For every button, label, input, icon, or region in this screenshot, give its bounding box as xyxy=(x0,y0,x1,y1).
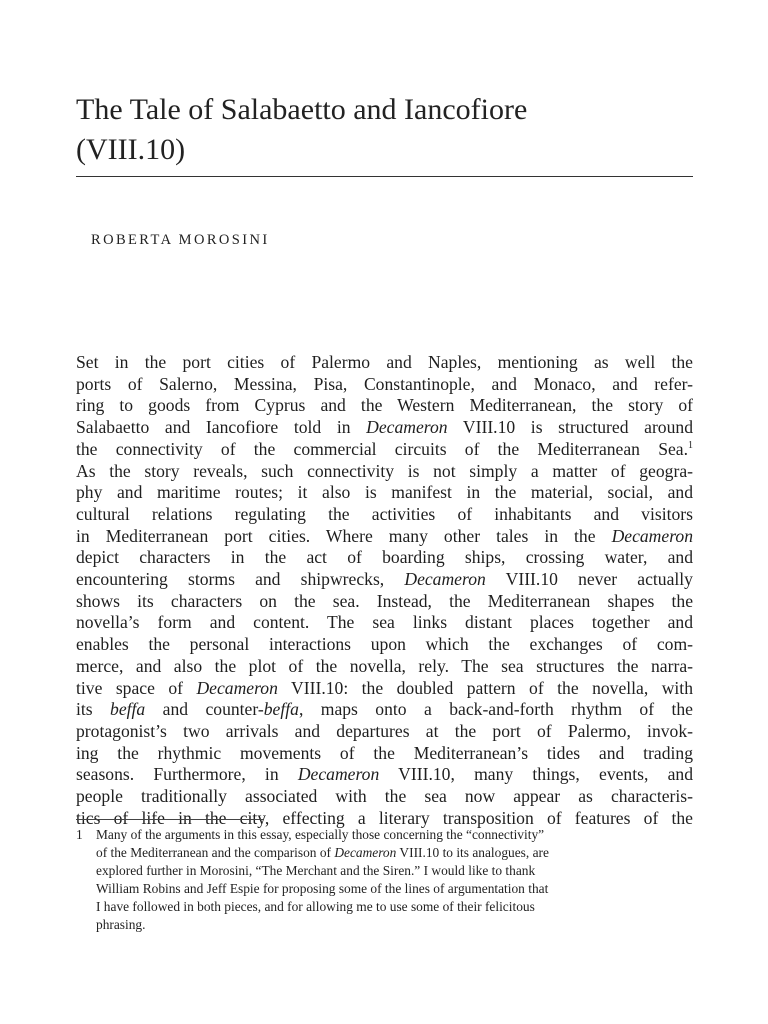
body-line: novella’s form and content. The sea links distant places together and xyxy=(76,612,693,633)
body-paragraph xyxy=(76,352,693,829)
text-segment: VIII.10 to its analogues, are xyxy=(396,845,549,861)
chapter-title xyxy=(76,90,696,170)
body-line xyxy=(76,678,693,700)
italic-title: Decameron xyxy=(611,525,693,546)
body-line xyxy=(76,417,693,439)
italic-title: Decameron xyxy=(404,569,486,590)
body-line: enables the personal interactions upon which the exchanges of com- xyxy=(76,634,693,655)
text-segment: , maps onto a back-and-forth rhythm of the xyxy=(298,699,693,720)
footnote-line: explored further in Morosini, “The Merchant and the Siren.” I would like to thank xyxy=(96,863,536,879)
body-line: As the story reveals, such connectivity is not simply a matter of geogra- xyxy=(76,460,693,481)
body-line: merce, and also the plot of the novella, rely. The sea structures the narra- xyxy=(76,655,693,676)
body-line: depict characters in the act of boarding ships, crossing water, and xyxy=(76,547,693,568)
footnote-line: phrasing. xyxy=(96,917,146,933)
italic-title: Decameron xyxy=(334,845,397,861)
text-segment: Salabaetto and Iancofiore told in xyxy=(76,417,367,438)
chapter-title-line-2: (VIII.10) xyxy=(76,133,186,166)
body-line: Set in the port cities of Palermo and Naples, mentioning as well the xyxy=(76,352,693,372)
body-line xyxy=(76,699,693,721)
body-line xyxy=(76,439,693,461)
text-segment: its xyxy=(76,699,111,720)
body-line xyxy=(76,526,693,548)
footnote-reference: 1 xyxy=(688,439,693,451)
body-line: phy and maritime routes; it also is manifest in the material, social, and xyxy=(76,482,693,503)
italic-title: beffa xyxy=(110,699,146,720)
text-segment: tive space of xyxy=(76,677,197,698)
chapter-title-line-1: The Tale of Salabaetto and Iancofiore xyxy=(76,93,528,126)
body-line: protagonist’s two arrivals and departures at the port of Palermo, invok- xyxy=(76,720,693,741)
text-segment: VIII.10, many things, events, and xyxy=(379,764,693,785)
italic-title: Decameron xyxy=(297,764,380,785)
text-segment: VIII.10 is structured around xyxy=(447,417,693,438)
italic-title: beffa xyxy=(263,699,299,720)
body-line: ring to goods from Cyprus and the Western Mediterranean, the story of xyxy=(76,395,693,416)
footnote-line: William Robins and Jeff Espie for proposing some of the lines of argumentation that xyxy=(96,881,549,897)
text-segment: and counter- xyxy=(145,699,264,720)
italic-title: Decameron xyxy=(196,677,278,698)
body-line: people traditionally associated with the sea now appear as characteris- xyxy=(76,786,693,807)
footnote-line: Many of the arguments in this essay, especially those concerning the “connectivity” xyxy=(96,827,545,842)
text-segment: of the Mediterranean and the comparison of xyxy=(96,845,335,861)
footnote-text xyxy=(96,826,666,935)
text-segment: VIII.10 never actually xyxy=(485,569,693,590)
body-line: ports of Salerno, Messina, Pisa, Constantinople, and Monaco, and refer- xyxy=(76,373,693,394)
body-line: cultural relations regulating the activities of inhabitants and visitors xyxy=(76,503,693,524)
text-segment: in Mediterranean port cities. Where many other tales in the xyxy=(76,525,612,546)
footnote-line xyxy=(96,844,666,862)
footnote-line: I have followed in both pieces, and for allowing me to use some of their felicitous xyxy=(96,899,535,915)
footnote-divider xyxy=(76,819,264,820)
title-divider xyxy=(76,176,693,177)
body-line: tics of life in the city, effecting a literary transposition of features of the xyxy=(76,807,693,828)
body-line: shows its characters on the sea. Instead, the Mediterranean shapes the xyxy=(76,590,693,611)
text-segment: VIII.10: the doubled pattern of the novella, with xyxy=(277,677,693,698)
text-segment: seasons. Furthermore, in xyxy=(76,764,298,785)
italic-title: Decameron xyxy=(366,417,448,438)
text-segment: the connectivity of the commercial circuits of the Mediterranean Sea. xyxy=(76,438,688,459)
body-line xyxy=(76,569,693,591)
author-name: ROBERTA MOROSINI xyxy=(91,232,270,248)
body-line xyxy=(76,764,693,786)
footnote-number: 1 xyxy=(76,827,83,842)
body-line: ing the rhythmic movements of the Mediterranean’s tides and trading xyxy=(76,742,693,763)
text-segment: encountering storms and shipwrecks, xyxy=(76,569,405,590)
